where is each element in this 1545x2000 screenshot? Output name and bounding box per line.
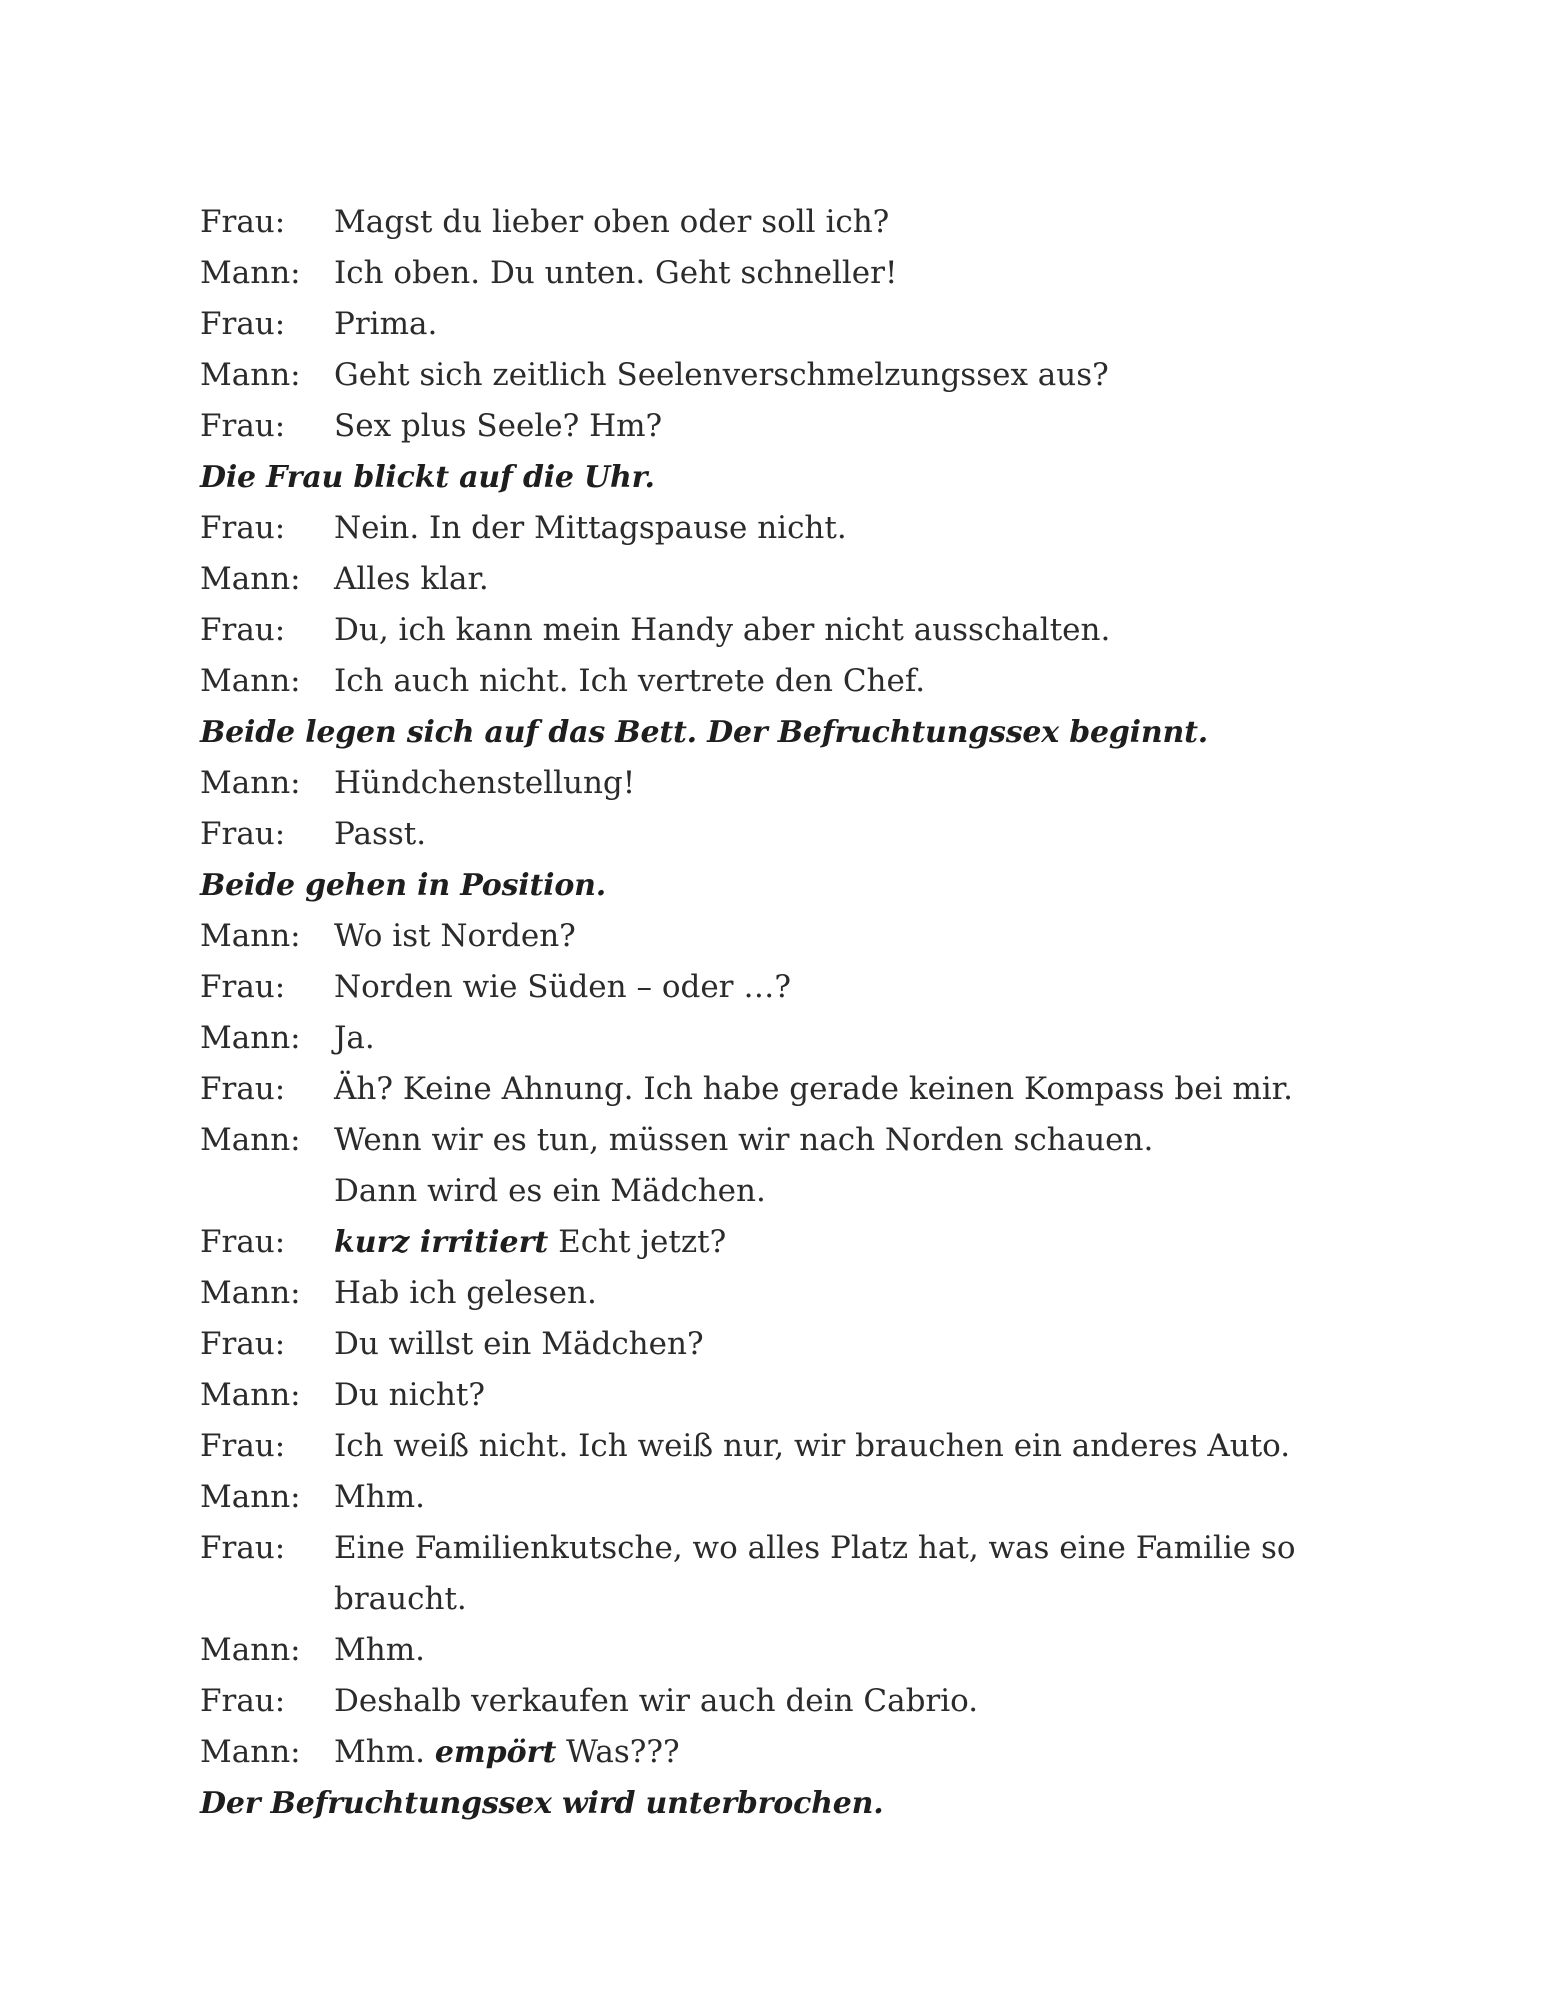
speech-words: Du willst ein Mädchen?	[334, 1326, 704, 1362]
speaker-name: Mann:	[200, 1632, 301, 1668]
speaker-name: Frau:	[200, 1071, 286, 1107]
speech-words: Wenn wir es tun, müssen wir nach Norden schauen.	[334, 1122, 1154, 1158]
dialogue-line	[200, 401, 1360, 452]
speaker-name: Frau:	[200, 969, 286, 1005]
speaker-name: Frau:	[200, 204, 286, 240]
speech-words: Eine Familienkutsche, wo alles Platz hat, was eine Familie so	[334, 1530, 1296, 1566]
speaker-name: Mann:	[200, 561, 301, 597]
speech-words: Du, ich kann mein Handy aber nicht ausschalten.	[334, 612, 1111, 648]
speaker-name: Mann:	[200, 1275, 301, 1311]
speech-words: Norden wie Süden – oder …?	[334, 969, 791, 1005]
speech-text	[334, 1268, 1360, 1319]
speech-words: Mhm.	[334, 1479, 425, 1515]
speech-words: Hab ich gelesen.	[334, 1275, 597, 1311]
dialogue-line	[200, 1727, 1360, 1778]
speech-words: Prima.	[334, 306, 438, 342]
speaker-name: Frau:	[200, 816, 286, 852]
speech-text	[334, 248, 1360, 299]
dialogue-line	[200, 1064, 1360, 1115]
speaker-name: Mann:	[200, 1377, 301, 1413]
inline-stage-direction: kurz irritiert	[334, 1225, 549, 1260]
speaker-name: Frau:	[200, 1530, 286, 1566]
dialogue-line	[200, 605, 1360, 656]
speech-text	[334, 1574, 1360, 1625]
speech-text	[334, 1625, 1360, 1676]
speaker-name: Frau:	[200, 306, 286, 342]
speech-words: Äh? Keine Ahnung. Ich habe gerade keinen Kompass bei mir.	[334, 1071, 1293, 1107]
dialogue-line	[200, 350, 1360, 401]
speech-words: Du nicht?	[334, 1377, 485, 1413]
dialogue-line	[200, 1574, 1360, 1625]
speech-text	[334, 1217, 1360, 1268]
speech-words: Hündchenstellung!	[334, 765, 636, 801]
speech-words: Wo ist Norden?	[334, 918, 576, 954]
stage-direction: Beide gehen in Position.	[200, 868, 606, 903]
speech-words: Sex plus Seele? Hm?	[334, 408, 663, 444]
speech-text	[334, 1370, 1360, 1421]
speech-words: Deshalb verkaufen wir auch dein Cabrio.	[334, 1683, 979, 1719]
speech-text	[334, 758, 1360, 809]
speech-words: Mhm.	[334, 1632, 425, 1668]
dialogue-line	[200, 299, 1360, 350]
speaker-name: Frau:	[200, 1224, 286, 1260]
speech-text	[334, 197, 1360, 248]
dialogue-line	[200, 1676, 1360, 1727]
speaker-name: Mann:	[200, 765, 301, 801]
speech-words: Passt.	[334, 816, 427, 852]
speaker-name: Mann:	[200, 357, 301, 393]
speech-text	[334, 1676, 1360, 1727]
speech-text	[334, 1319, 1360, 1370]
dialogue-line	[200, 1268, 1360, 1319]
speech-text	[334, 1421, 1360, 1472]
speaker-name: Mann:	[200, 1734, 301, 1770]
speech-text	[334, 299, 1360, 350]
speech-text	[334, 605, 1360, 656]
speaker-name: Frau:	[200, 1683, 286, 1719]
script-page	[200, 197, 1360, 1829]
dialogue-line	[200, 656, 1360, 707]
speaker-name: Frau:	[200, 1428, 286, 1464]
dialogue-line	[200, 1625, 1360, 1676]
speaker-name: Frau:	[200, 408, 286, 444]
speech-text	[334, 554, 1360, 605]
stage-direction: Beide legen sich auf das Bett. Der Befruchtungssex beginnt.	[200, 715, 1208, 750]
speech-text	[334, 1013, 1360, 1064]
speaker-name: Mann:	[200, 1020, 301, 1056]
speech-text	[334, 401, 1360, 452]
speech-words: Geht sich zeitlich Seelenverschmelzungssex aus?	[334, 357, 1109, 393]
speaker-name: Frau:	[200, 510, 286, 546]
speech-text	[334, 1727, 1360, 1778]
speaker-name: Frau:	[200, 1326, 286, 1362]
dialogue-line	[200, 248, 1360, 299]
speech-continuation: Dann wird es ein Mädchen.	[334, 1173, 766, 1209]
speech-text	[334, 350, 1360, 401]
speech-text	[334, 1166, 1360, 1217]
speech-text	[334, 809, 1360, 860]
dialogue-line	[200, 1370, 1360, 1421]
speaker-name: Frau:	[200, 612, 286, 648]
speaker-name: Mann:	[200, 918, 301, 954]
dialogue-line	[200, 1319, 1360, 1370]
dialogue-line	[200, 1217, 1360, 1268]
dialogue-line	[200, 1523, 1360, 1574]
speaker-name: Mann:	[200, 255, 301, 291]
speech-words: Ich weiß nicht. Ich weiß nur, wir brauchen ein anderes Auto.	[334, 1428, 1291, 1464]
dialogue-line	[200, 197, 1360, 248]
inline-stage-direction: empört	[434, 1735, 557, 1770]
speech-words: Alles klar.	[334, 561, 489, 597]
speech-text	[334, 503, 1360, 554]
dialogue-line	[200, 1013, 1360, 1064]
speech-text	[334, 962, 1360, 1013]
speaker-name: Mann:	[200, 1122, 301, 1158]
dialogue-line	[200, 758, 1360, 809]
speech-text-before: Mhm.	[334, 1734, 425, 1770]
speech-text	[334, 911, 1360, 962]
speech-text	[334, 656, 1360, 707]
speech-text	[334, 1523, 1360, 1574]
stage-direction: Die Frau blickt auf die Uhr.	[200, 460, 655, 495]
dialogue-line	[200, 809, 1360, 860]
speech-text	[334, 1064, 1360, 1115]
dialogue-line	[200, 1115, 1360, 1166]
speech-continuation: braucht.	[334, 1581, 467, 1617]
dialogue-line	[200, 1472, 1360, 1523]
speaker-name: Mann:	[200, 1479, 301, 1515]
dialogue-line	[200, 962, 1360, 1013]
speech-words: Nein. In der Mittagspause nicht.	[334, 510, 847, 546]
speech-text	[334, 1472, 1360, 1523]
dialogue-line	[200, 503, 1360, 554]
speech-words: Echt jetzt?	[558, 1224, 727, 1260]
speech-words: Ich auch nicht. Ich vertrete den Chef.	[334, 663, 926, 699]
dialogue-line	[200, 911, 1360, 962]
dialogue-line	[200, 1166, 1360, 1217]
stage-direction: Der Befruchtungssex wird unterbrochen.	[200, 1786, 884, 1821]
speech-words: Magst du lieber oben oder soll ich?	[334, 204, 890, 240]
speech-text	[334, 1115, 1360, 1166]
speech-words: Was???	[566, 1734, 680, 1770]
speech-words: Ja.	[334, 1020, 375, 1056]
speaker-name: Mann:	[200, 663, 301, 699]
dialogue-line	[200, 1421, 1360, 1472]
dialogue-line	[200, 554, 1360, 605]
speech-words: Ich oben. Du unten. Geht schneller!	[334, 255, 898, 291]
